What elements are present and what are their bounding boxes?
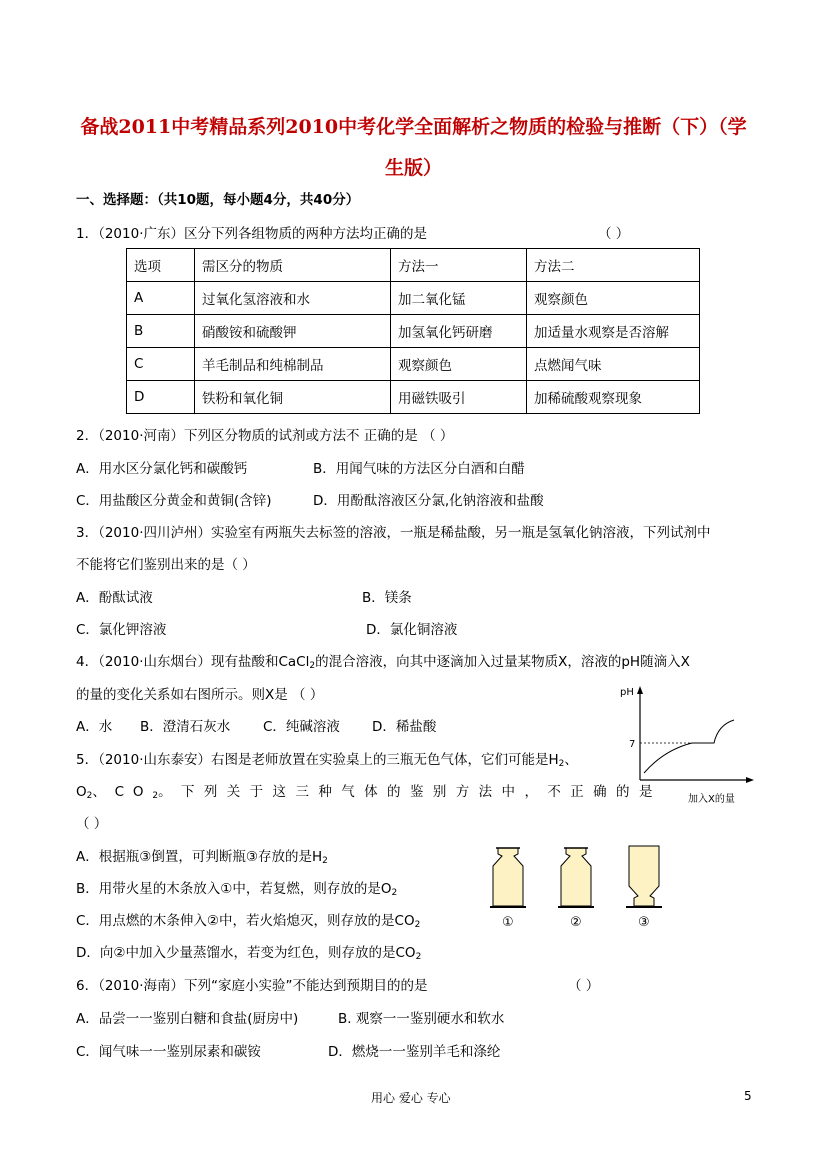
bottle-3-inverted	[629, 846, 659, 906]
q4-option-c: C．纯碱溶液	[263, 719, 340, 735]
table-cell: 观察颜色	[527, 282, 700, 315]
y-axis-label: pH	[620, 687, 634, 698]
table-row	[127, 282, 700, 315]
q5-option-c	[76, 909, 420, 930]
q1-table	[126, 248, 700, 414]
q5-stem-part: 。下列关于这三种气体的鉴别方法中，不正确的是	[158, 784, 662, 800]
q5-stem-line2	[76, 780, 662, 801]
q4-stem-line2: 的量的变化关系如右图所示。则X是 （ ）	[76, 687, 324, 703]
table-cell: D	[127, 381, 195, 414]
footer-slogan: 用心 爱心 专心	[371, 1091, 451, 1105]
q4-stem-part: 4．（2010·山东烟台）现有盐酸和CaCl	[76, 654, 310, 670]
table-header: 方法二	[527, 249, 700, 282]
table-row	[127, 315, 700, 348]
q5-option-b	[76, 877, 397, 898]
q3-option-d: D．氯化铜溶液	[366, 622, 458, 638]
q4-option-d: D．稀盐酸	[372, 719, 437, 735]
q3-stem-line2: 不能将它们鉴别出来的是（ ）	[76, 557, 256, 573]
table-cell: 过氧化氢溶液和水	[195, 282, 391, 315]
doc-title-line2: 生版）	[384, 157, 442, 179]
subscript: 2	[86, 791, 93, 801]
table-cell: 加适量水观察是否溶解	[527, 315, 700, 348]
q2-option-c: C．用盐酸区分黄金和黄铜(含锌)	[76, 493, 272, 509]
table-cell: 用磁铁吸引	[391, 381, 527, 414]
table-header-row	[127, 249, 700, 282]
table-row	[127, 348, 700, 381]
table-cell: 羊毛制品和纯棉制品	[195, 348, 391, 381]
subscript: 2	[309, 661, 316, 671]
gas-bottles-figure	[480, 836, 680, 936]
q2-stem: 2．（2010·河南）下列区分物质的试剂或方法不 正确的是 （ ）	[76, 428, 454, 444]
q3-stem-line1: 3．（2010·四川泸州）实验室有两瓶失去标签的溶液，一瓶是稀盐酸，另一瓶是氢氧化钠溶液，下列试剂中	[76, 525, 711, 541]
q5-option-a-text: A．根据瓶③倒置，可判断瓶③存放的是H	[76, 849, 323, 865]
page-number: 5	[744, 1089, 752, 1103]
table-cell: 加稀硫酸观察现象	[527, 381, 700, 414]
table-cell: 硝酸铵和硫酸钾	[195, 315, 391, 348]
table-cell: 加氢氧化钙研磨	[391, 315, 527, 348]
q1-stem: 1．（2010·广东）区分下列各组物质的两种方法均正确的是	[76, 226, 427, 242]
subscript: 2	[152, 791, 159, 801]
q5-stem-part: 5．（2010·山东泰安）右图是老师放置在实验桌上的三瓶无色气体，它们可能是H	[76, 752, 559, 768]
table-cell: A	[127, 282, 195, 315]
table-cell: 铁粉和氧化铜	[195, 381, 391, 414]
table-cell: 观察颜色	[391, 348, 527, 381]
table-cell: 加二氧化锰	[391, 282, 527, 315]
q1-paren: （ ）	[598, 226, 630, 242]
q3-option-a: A．酚酞试液	[76, 590, 153, 606]
q6-option-c: C．闻气味一一鉴别尿素和碳铵	[76, 1044, 261, 1060]
q4-option-b: B．澄清石灰水	[140, 719, 231, 735]
y-mark-label: 7	[629, 739, 636, 750]
q2-option-a: A．用水区分氯化钙和碳酸钙	[76, 461, 248, 477]
q5-stem-part: O	[76, 784, 87, 800]
x-axis-arrow	[746, 777, 754, 783]
table-cell: 点燃闻气味	[527, 348, 700, 381]
bottle-label: ③	[638, 915, 650, 930]
q6-option-d: D．燃烧一一鉴别羊毛和涤纶	[328, 1044, 501, 1060]
q5-option-c-text: C．用点燃的木条伸入②中，若火焰熄灭，则存放的是CO	[76, 913, 415, 929]
subscript: 2	[414, 920, 421, 930]
bottle-label: ②	[570, 915, 582, 930]
subscript: 2	[558, 759, 565, 769]
y-axis-arrow	[637, 686, 643, 694]
q5-option-d-text: D．向②中加入少量蒸馏水，若变为红色，则存放的是CO	[76, 945, 416, 961]
subscript: 2	[415, 952, 422, 962]
q2-option-d: D．用酚酞溶液区分氯,化钠溶液和盐酸	[313, 493, 544, 509]
bottle-label: ①	[502, 915, 514, 930]
q5-stem-part: 、	[564, 752, 578, 768]
doc-title-line1: 备战2011中考精品系列2010中考化学全面解析之物质的检验与推断（下）（学	[80, 116, 747, 138]
q5-option-b-text: B．用带火星的木条放入①中，若复燃，则存放的是O	[76, 881, 392, 897]
q6-option-b: B. 观察一一鉴别硬水和软水	[338, 1011, 505, 1027]
q3-option-c: C．氯化钾溶液	[76, 622, 167, 638]
bottle-1	[493, 848, 523, 906]
bottle-2	[561, 848, 591, 906]
q6-stem: 6．（2010·海南）下列“家庭小实验”不能达到预期目的的是	[76, 978, 428, 994]
table-cell: B	[127, 315, 195, 348]
q2-option-b: B．用闻气味的方法区分白酒和白醋	[313, 461, 525, 477]
table-header: 需区分的物质	[195, 249, 391, 282]
x-axis-label: 加入X的量	[688, 794, 735, 805]
q6-paren: （ ）	[568, 978, 600, 994]
table-cell: C	[127, 348, 195, 381]
q3-option-b: B．镁条	[362, 590, 412, 606]
table-header: 方法一	[391, 249, 527, 282]
q5-stem-line1	[76, 748, 578, 769]
ph-curve	[644, 720, 734, 773]
q5-option-d	[76, 941, 421, 962]
table-header: 选项	[127, 249, 195, 282]
subscript: 2	[391, 888, 398, 898]
q5-stem-part: 、CO	[92, 784, 153, 800]
q4-stem-line1	[76, 650, 690, 671]
section-heading: 一、选择题：（共10题，每小题4分，共40分）	[76, 192, 360, 208]
q4-stem-part: 的混合溶液，向其中逐滴加入过量某物质X，溶液的pH随滴入X	[315, 654, 690, 670]
q6-option-a: A．品尝一一鉴别白糖和食盐(厨房中)	[76, 1011, 299, 1027]
q4-option-a: A．水	[76, 719, 113, 735]
q5-stem-line3: （ ）	[76, 816, 108, 832]
table-row	[127, 381, 700, 414]
subscript: 2	[322, 856, 328, 866]
q5-option-a	[76, 845, 328, 866]
